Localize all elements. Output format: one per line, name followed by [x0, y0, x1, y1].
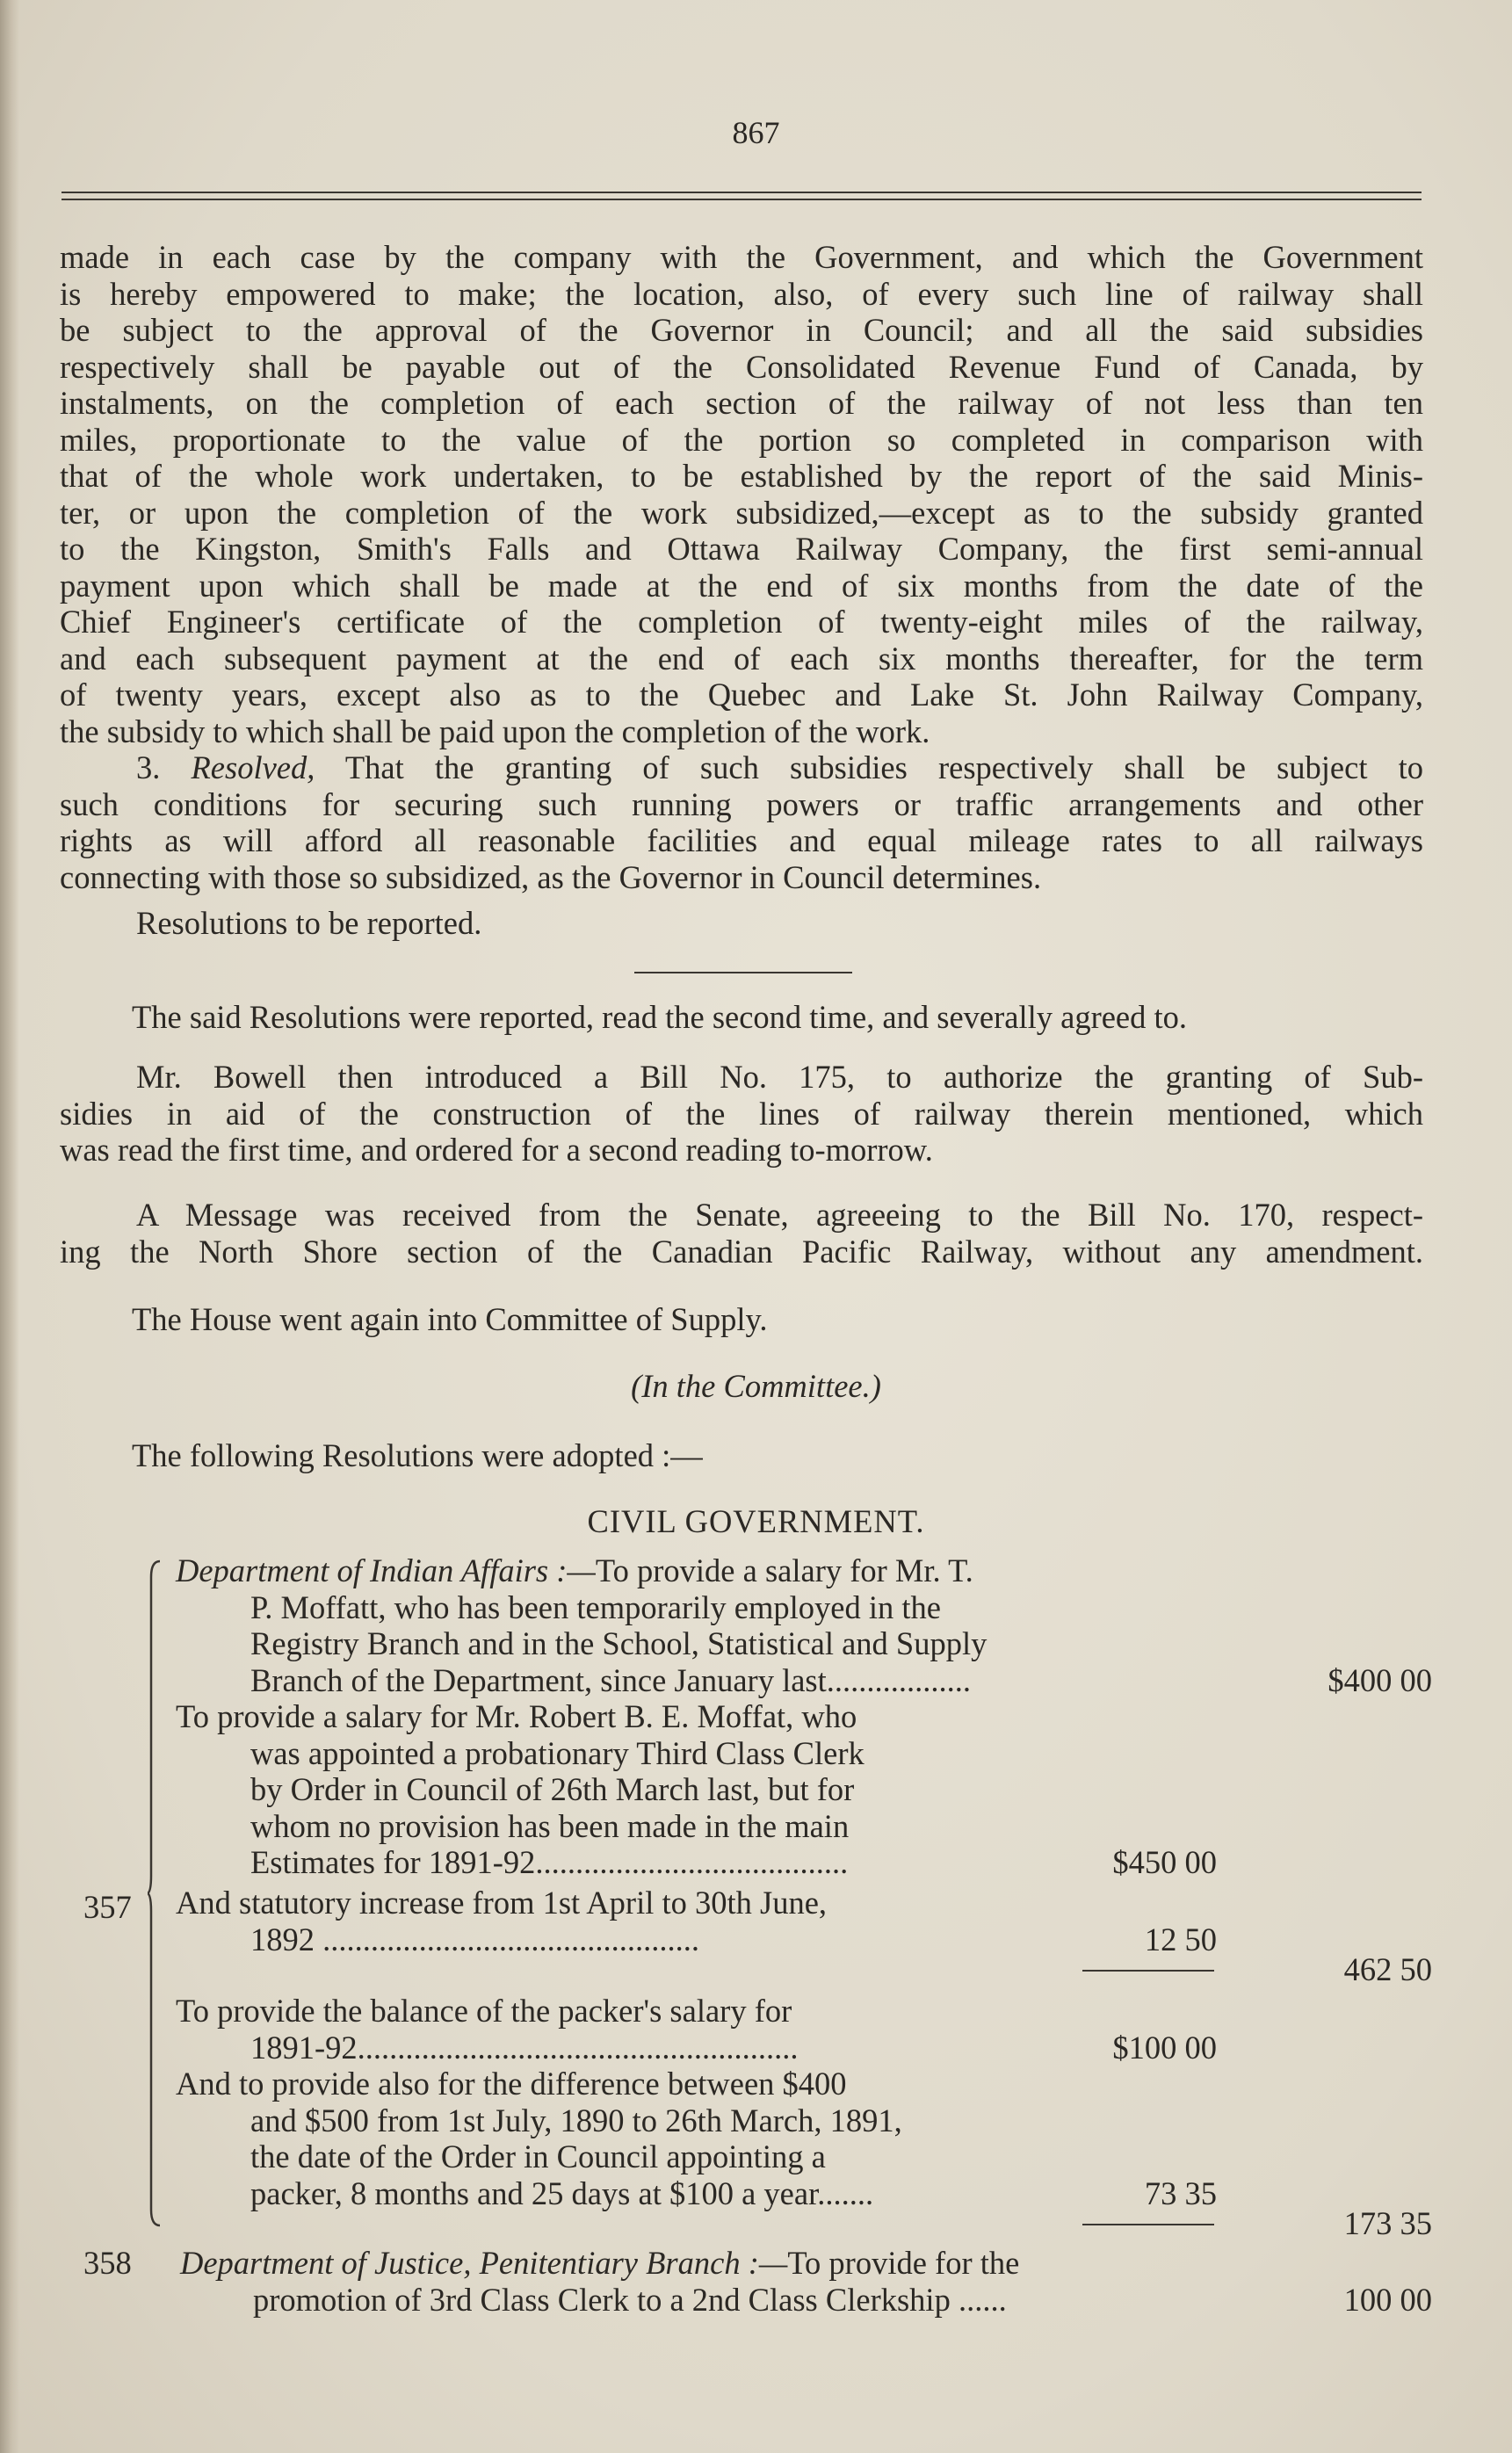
body-line: respectively shall be payable out of the Consolidated Revenue Fund of Canada, by [60, 348, 1423, 385]
estimate-line: promotion of 3rd Class Clerk to a 2nd Class Clerkship ...... [253, 2281, 1007, 2318]
amount-358: 100 00 [1343, 2281, 1432, 2318]
section-heading: CIVIL GOVERNMENT. [587, 1503, 925, 1539]
resolutions-reported: Resolutions to be reported. [136, 905, 482, 941]
estimate-first-line [176, 1552, 973, 1589]
bowell-line: Mr. Bowell then introduced a Bill No. 175, to authorize the granting of Sub- [136, 1059, 1423, 1095]
resolution-number: 3. [136, 749, 161, 785]
estimate-line: the date of the Order in Council appointing a [250, 2138, 826, 2174]
body-line: instalments, on the completion of each section of the railway of not less than ten [60, 385, 1423, 421]
estimate-line: packer, 8 months and 25 days at $100 a year....... [250, 2174, 874, 2211]
bowell-line: was read the first time, and ordered for a second reading to-morrow. [60, 1132, 933, 1168]
subtotal-rule [1082, 1970, 1214, 1972]
estimate-line: 1892 ............................................... [250, 1921, 699, 1957]
bowell-line: sidies in aid of the construction of the lines of railway therein mentioned, which [60, 1095, 1423, 1132]
body-line: Chief Engineer's certificate of the completion of twenty-eight miles of the railway, [60, 604, 1423, 640]
message-line: A Message was received from the Senate, agreeeing to the Bill No. 170, respect- [136, 1197, 1423, 1233]
estimate-line: And statutory increase from 1st April to 30th June, [176, 1885, 828, 1921]
amount-packer-difference: 73 35 [1144, 2174, 1217, 2211]
amount-moffatt-total: $400 00 [1328, 1661, 1432, 1698]
header-rule-bottom [61, 199, 1422, 200]
estimate-line: was appointed a probationary Third Class Clerk [250, 1734, 865, 1771]
book-spine-shadow [0, 0, 19, 2453]
resolution-line: connecting with those so subsidized, as the Governor in Council determines. [60, 858, 1042, 895]
body-line: of twenty years, except also as to the Quebec and Lake St. John Railway Company, [60, 677, 1423, 713]
resolution-line: rights as will afford all reasonable facilities and equal mileage rates to all railways [60, 822, 1423, 858]
body-line: that of the whole work undertaken, to be established by the report of the said Minis- [60, 458, 1423, 494]
body-line: payment upon which shall be made at the end of six months from the date of the [60, 567, 1423, 604]
estimate-text: To provide a salary for Mr. T. [595, 1552, 973, 1588]
estimate-line: And to provide also for the difference between $400 [176, 2066, 847, 2102]
estimate-text: To provide for the [787, 2245, 1020, 2281]
estimate-line: To provide the balance of the packer's salary for [176, 1993, 792, 2029]
resolution-text: That the granting of such subsidies respectively shall be subject to [344, 749, 1423, 785]
subtotal-rule [1082, 2224, 1214, 2225]
resolution-3-first-line [136, 749, 1423, 786]
amount-robert-salary: $450 00 [1112, 1844, 1217, 1880]
body-line: is hereby empowered to make; the location, also, of every such line of railway shall [60, 275, 1423, 312]
resolutions-adopted: The following Resolutions were adopted :— [132, 1437, 703, 1473]
brace-357 [148, 1559, 162, 2227]
body-line: made in each case by the company with the Government, and which the Government [60, 239, 1423, 275]
in-committee: (In the Committee.) [631, 1368, 881, 1404]
amount-robert-total: 462 50 [1343, 1951, 1432, 1987]
estimate-line: by Order in Council of 26th March last, but for [250, 1771, 855, 1807]
department-heading: Department of Justice, Penitentiary Branch :— [180, 2245, 788, 2281]
estimate-line: P. Moffatt, who has been temporarily employed in the [250, 1588, 941, 1625]
estimate-line: and $500 from 1st July, 1890 to 26th March, 1891, [250, 2102, 902, 2138]
amount-packer-total: 173 35 [1343, 2205, 1432, 2241]
resolved-label: Resolved, [191, 749, 315, 785]
estimate-first-line [180, 2245, 1019, 2282]
estimate-line: To provide a salary for Mr. Robert B. E. Moffat, who [176, 1698, 857, 1734]
estimate-line: 1891-92....................................................... [250, 2029, 799, 2066]
department-heading: Department of Indian Affairs :— [176, 1552, 596, 1588]
section-separator [634, 972, 852, 973]
amount-packer-balance: $100 00 [1112, 2029, 1217, 2066]
body-line: miles, proportionate to the value of the portion so completed in comparison with [60, 421, 1423, 458]
estimate-line: whom no provision has been made in the main [250, 1807, 850, 1844]
body-line: ter, or upon the completion of the work subsidized,—except as to the subsidy granted [60, 494, 1423, 531]
reported-paragraph: The said Resolutions were reported, read the second time, and severally agreed to. [132, 999, 1188, 1035]
resolution-line: such conditions for securing such running powers or traffic arrangements and other [60, 785, 1423, 822]
page-number: 867 [732, 115, 780, 150]
committee-of-supply: The House went again into Committee of Supply. [132, 1301, 768, 1337]
estimate-line: Branch of the Department, since January last.................. [250, 1661, 972, 1698]
item-number-357: 357 [83, 1889, 132, 1925]
item-number-358: 358 [83, 2245, 132, 2281]
message-line: ing the North Shore section of the Canadian Pacific Railway, without any amendment. [60, 1233, 1423, 1270]
body-line: be subject to the approval of the Governor in Council; and all the said subsidies [60, 312, 1423, 348]
body-line: and each subsequent payment at the end of each six months thereafter, for the term [60, 640, 1423, 677]
amount-statutory-increase: 12 50 [1144, 1921, 1217, 1957]
body-line: the subsidy to which shall be paid upon the completion of the work. [60, 713, 930, 749]
estimate-line: Registry Branch and in the School, Statistical and Supply [250, 1625, 988, 1661]
body-line: to the Kingston, Smith's Falls and Ottawa Railway Company, the first semi-annual [60, 531, 1423, 567]
estimate-line: Estimates for 1891-92....................................... [250, 1844, 849, 1880]
header-rule-top [61, 192, 1422, 193]
